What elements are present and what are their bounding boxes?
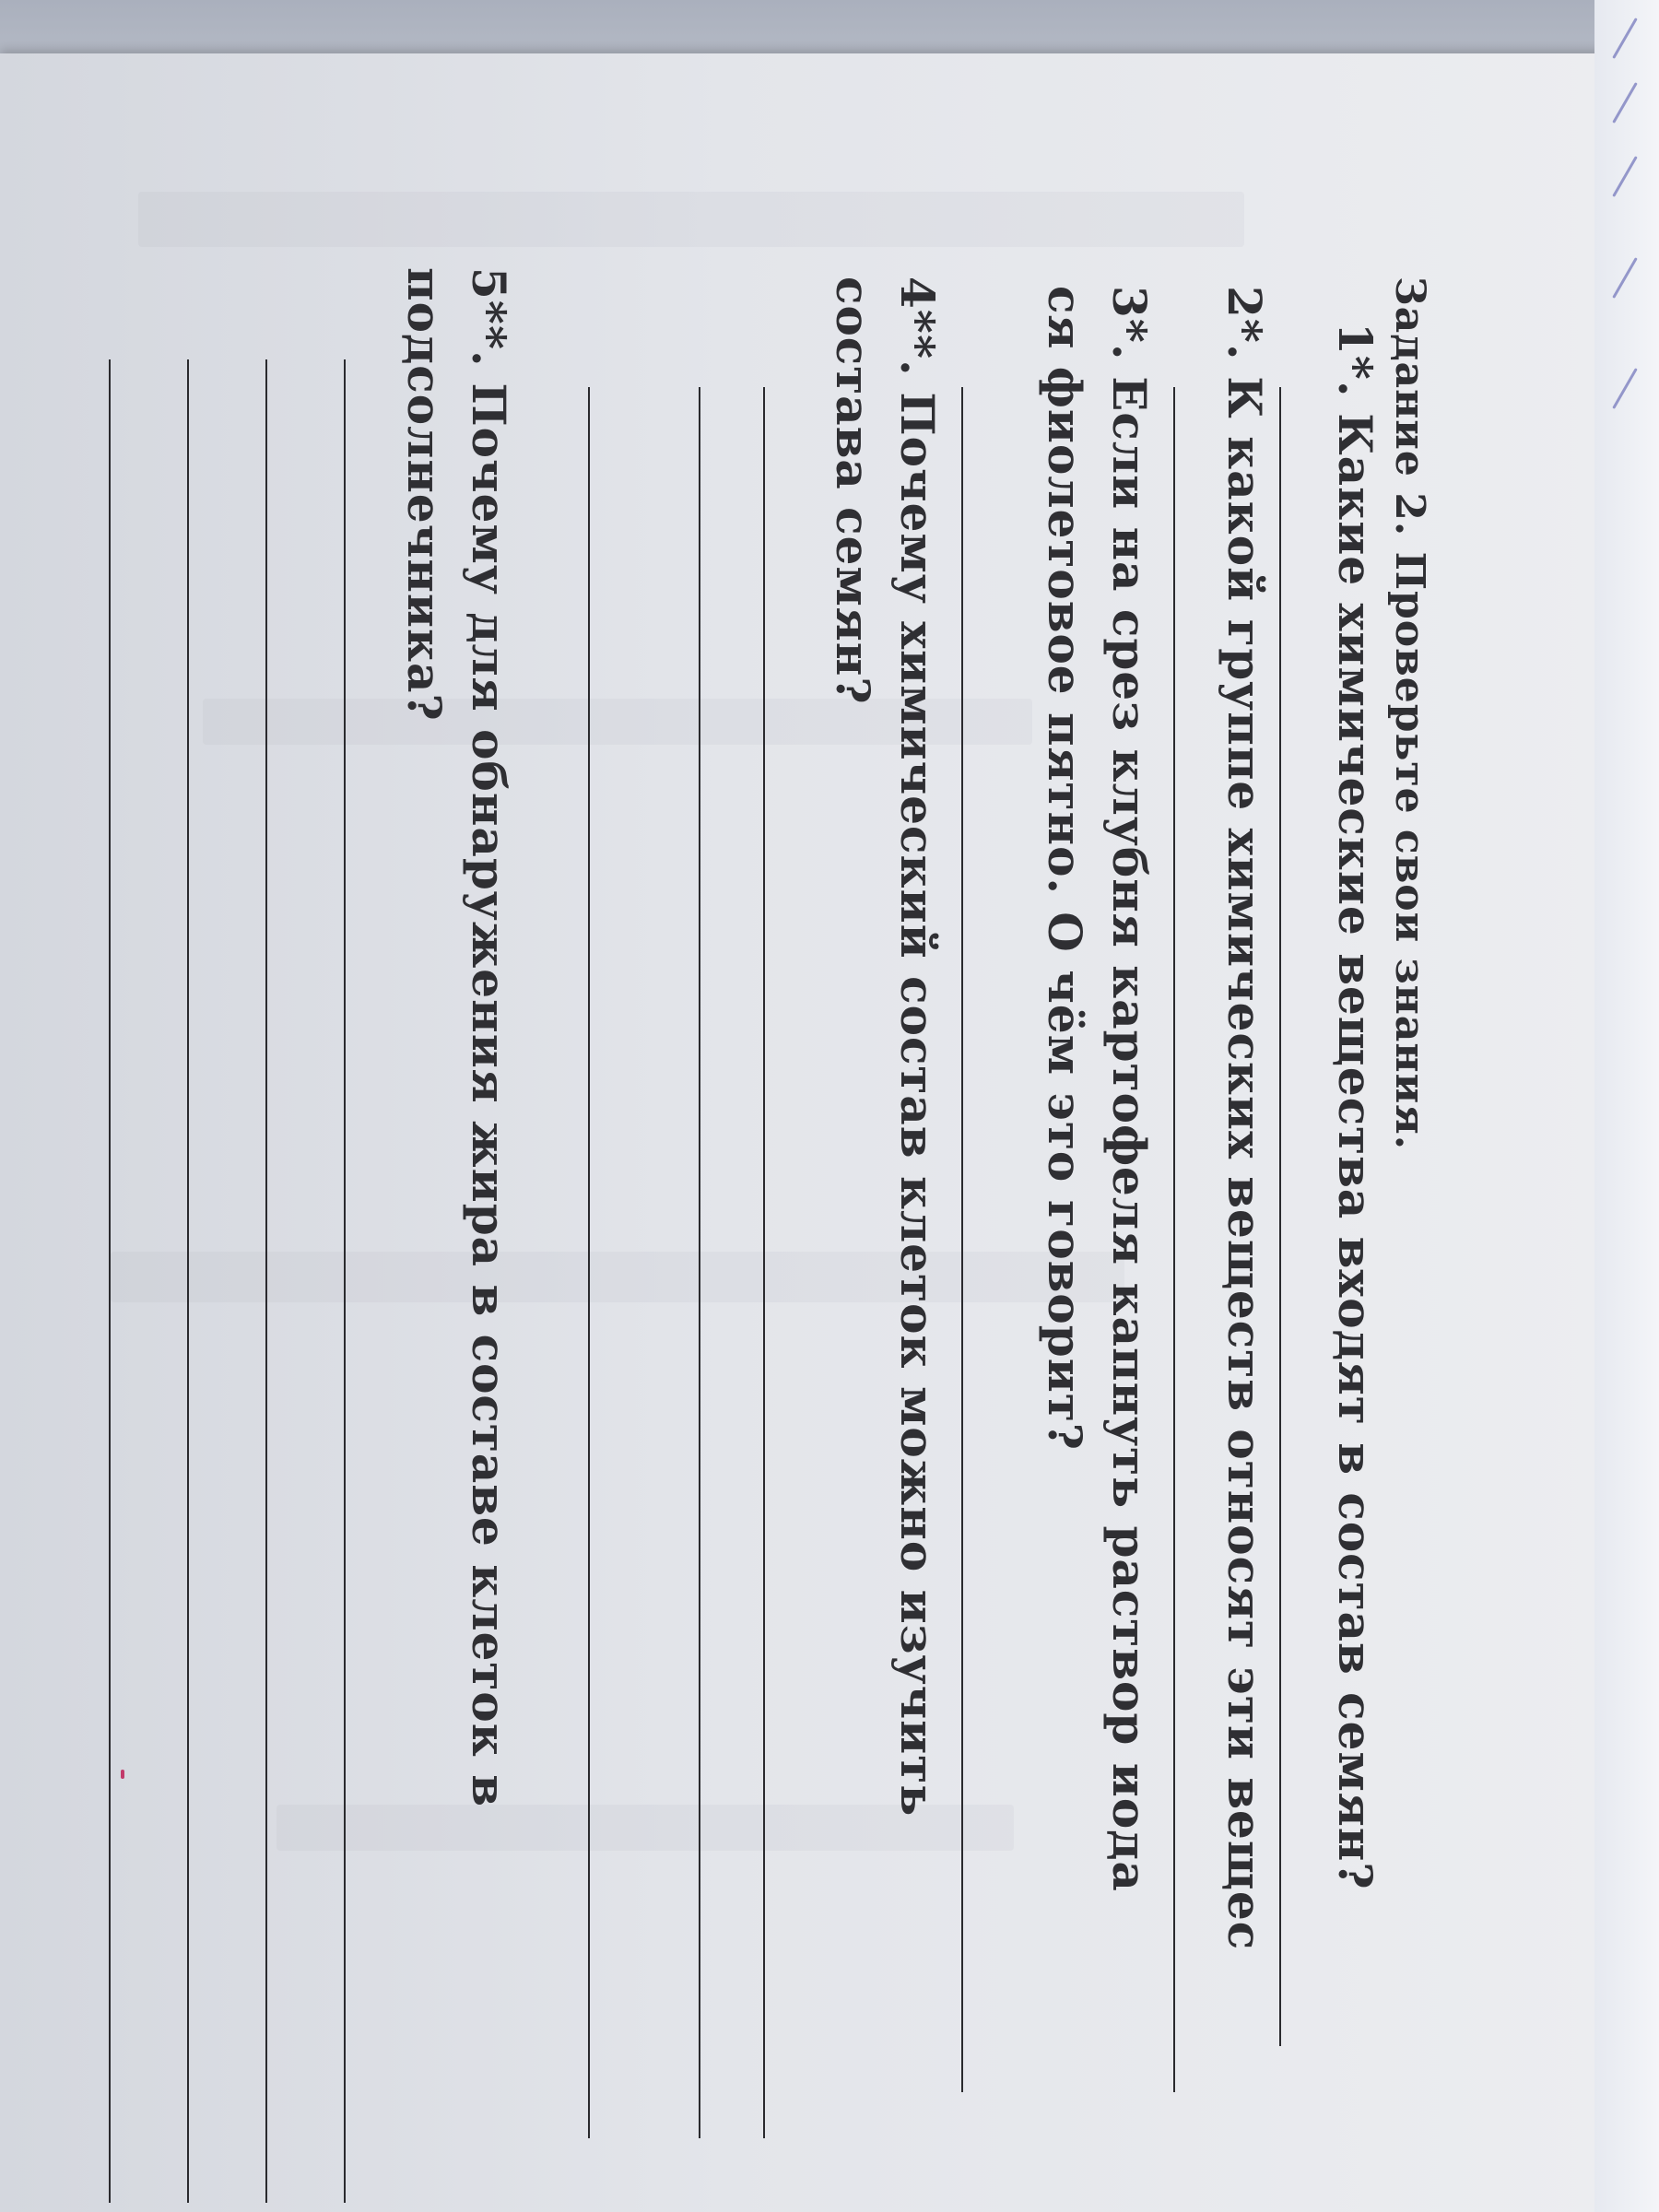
handwriting-mark — [1612, 257, 1638, 299]
answer-line[interactable] — [588, 387, 590, 2138]
question-4-continued — [820, 276, 885, 705]
answer-line[interactable] — [109, 359, 111, 2203]
answer-line[interactable] — [763, 387, 765, 2138]
question-1 — [1323, 323, 1387, 1890]
question-5-text-line-1: Почему для обнаружения жира в составе клеток в — [462, 382, 516, 1807]
question-3-text-line-2: ся фиолетовое пятно. О чём это говорит? — [1038, 286, 1092, 1452]
question-4-text-line-1: Почему химический состав клеток можно изучить — [890, 392, 945, 1818]
answer-line[interactable] — [344, 359, 346, 2203]
answer-line[interactable] — [265, 359, 267, 2203]
handwriting-mark — [1612, 18, 1638, 59]
worksheet-content — [5, 267, 1442, 2203]
question-5-text-line-2: подсолнечника? — [397, 267, 452, 722]
handwriting-mark — [1612, 156, 1638, 197]
answer-line[interactable] — [1279, 387, 1281, 2046]
notebook-edge — [1594, 0, 1659, 2212]
question-5-continued — [392, 267, 456, 722]
task-heading: Задание 2. Проверьте свои знания. — [1386, 276, 1433, 1151]
question-4-text-line-2: состава семян? — [826, 276, 880, 705]
question-2 — [1212, 286, 1277, 1950]
question-4 — [885, 276, 949, 1817]
question-2-text: К какой группе химических веществ относят эти вещес — [1218, 376, 1272, 1951]
answer-line[interactable] — [961, 387, 963, 2092]
question-4-number: 4**. — [890, 276, 945, 377]
question-3-text-line-1: Если на срез клубня картофеля капнуть раствор иода — [1102, 376, 1157, 1892]
answer-line[interactable] — [187, 359, 189, 2203]
answer-line[interactable] — [699, 387, 700, 2138]
question-5-number: 5**. — [462, 267, 516, 368]
question-3-number: 3*. — [1102, 286, 1157, 361]
question-1-text: Какие химические вещества входят в состав семян? — [1328, 413, 1382, 1890]
ink-dot — [121, 1770, 124, 1779]
question-1-number: 1*. — [1328, 323, 1382, 398]
handwriting-mark — [1612, 368, 1638, 409]
question-3-continued — [1032, 286, 1097, 1451]
question-5 — [456, 267, 521, 1807]
bleed-through-text — [138, 192, 1244, 247]
handwriting-mark — [1612, 82, 1638, 124]
rotated-worksheet — [5, 267, 1442, 2203]
question-3 — [1097, 286, 1161, 1892]
answer-line[interactable] — [1173, 387, 1175, 2092]
question-2-number: 2*. — [1218, 286, 1272, 361]
